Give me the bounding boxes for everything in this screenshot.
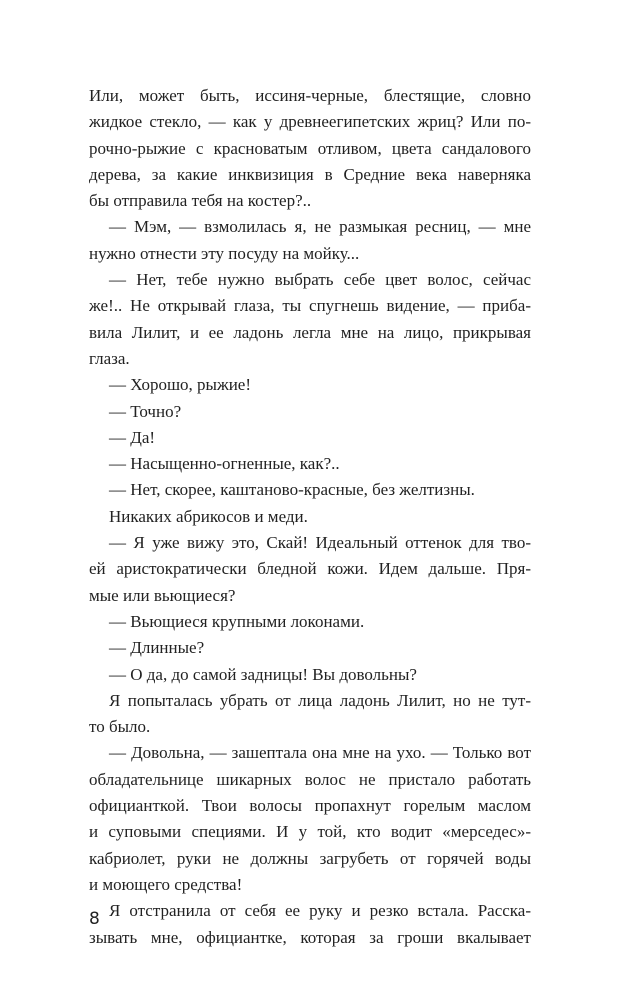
text-line: глаза. (89, 348, 130, 368)
text-line: кабриолет, руки не должны загрубеть от горячей воды (89, 848, 531, 868)
text-line: — Да! (109, 427, 156, 447)
text-line: Никаких абрикосов и меди. (109, 506, 308, 526)
page-number: 8 (89, 909, 100, 929)
text-line: — Точно? (109, 401, 182, 421)
text-line: рочно-рыжие с красноватым отливом, цвета сандалового (89, 138, 531, 158)
text-line: бы отправила тебя на костер?.. (89, 191, 312, 211)
text-line: ей аристократически бледной кожи. Идем дальше. Пря- (89, 559, 531, 579)
text-line: официанткой. Твои волосы пропахнут горелым маслом (89, 796, 531, 816)
text-line: вила Лилит, и ее ладонь легла мне на лицо, прикрывая (89, 322, 531, 342)
body-text (89, 83, 531, 951)
text-line: и суповыми специями. И у той, кто водит «мерседес»- (89, 822, 531, 842)
text-line: дерева, за какие инквизиция в Средние века наверняка (89, 164, 531, 184)
text-line: Или, может быть, иссиня-черные, блестящие, словно (89, 86, 531, 105)
text-line: нужно отнести эту посуду на мойку... (89, 243, 360, 263)
text-line: — Нет, скорее, каштаново-красные, без желтизны. (109, 480, 475, 500)
text-line: — Длинные? (109, 638, 205, 658)
text-line: зывать мне, официантке, которая за гроши вкалывает (89, 927, 531, 947)
text-line: — Насыщенно-огненные, как?.. (109, 454, 340, 474)
text-line: Я отстранила от себя ее руку и резко встала. Расска- (109, 901, 531, 921)
text-line: мые или вьющиеся? (89, 585, 236, 605)
text-line: — Вьющиеся крупными локонами. (109, 611, 365, 631)
text-line: Я попыталась убрать от лица ладонь Лилит, но не тут- (109, 690, 531, 710)
text-line: — Хорошо, рыжие! (109, 375, 252, 395)
text-line: обладательнице шикарных волос не пристало работать (89, 769, 531, 789)
text-line: и моющего средства! (89, 874, 243, 894)
text-line: же!.. Не открывай глаза, ты спугнешь видение, — приба- (89, 296, 531, 316)
text-line: — Я уже вижу это, Скай! Идеальный оттенок для тво- (109, 533, 531, 553)
text-line: то было. (89, 717, 151, 737)
text-line: — Довольна, — зашептала она мне на ухо. — Только вот (109, 743, 531, 763)
text-line: — Мэм, — взмолилась я, не размыкая ресниц, — мне (109, 217, 531, 237)
text-line: — О да, до самой задницы! Вы довольны? (109, 664, 417, 684)
text-line: жидкое стекло, — как у древнеегипетских жриц? Или по- (89, 112, 531, 132)
text-line: — Нет, тебе нужно выбрать себе цвет волос, сейчас (109, 270, 531, 290)
